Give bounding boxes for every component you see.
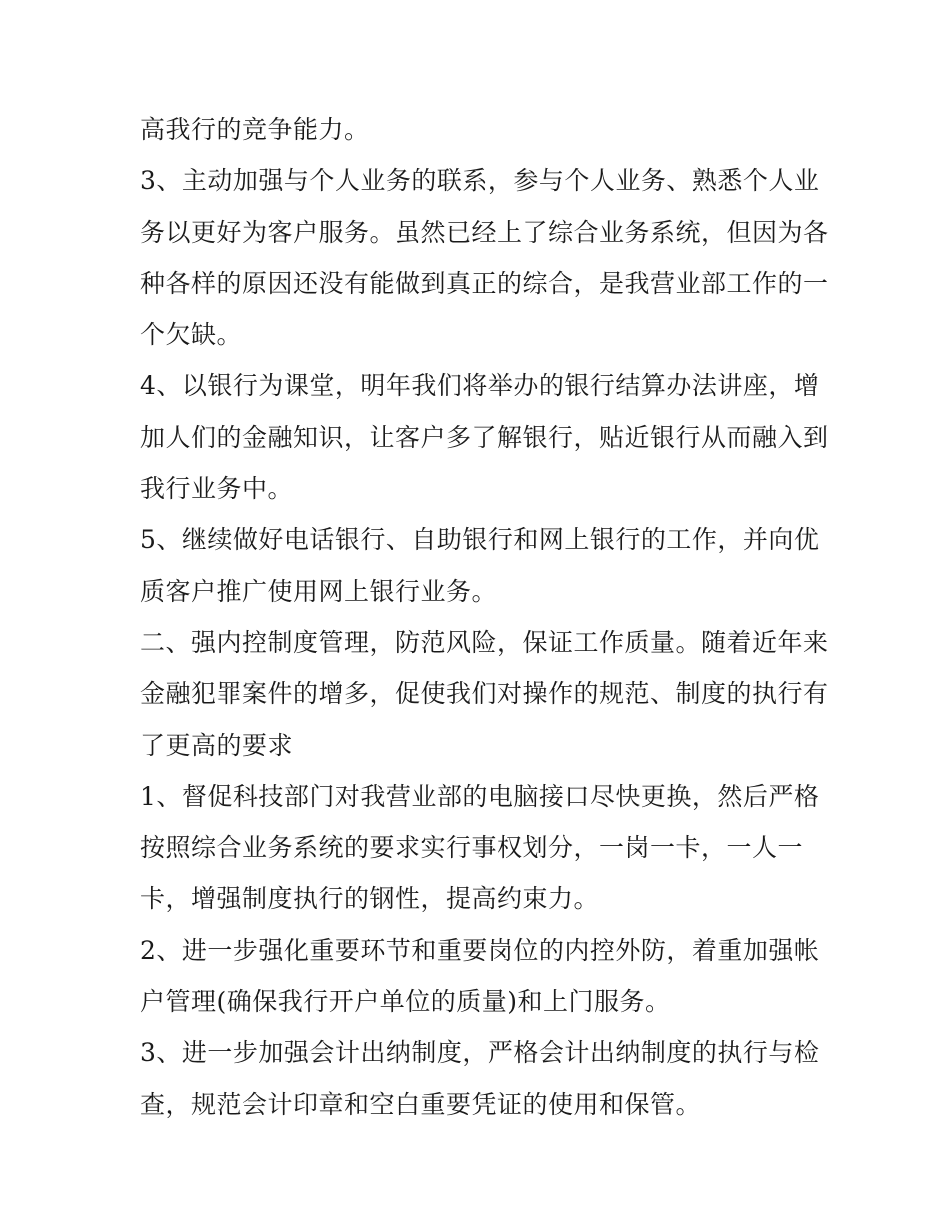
text-line: 2、进一步强化重要环节和重要岗位的内控外防，着重加强帐 — [140, 935, 820, 965]
text-line: 按照综合业务系统的要求实行事权划分，一岗一卡，一人一 — [140, 833, 804, 863]
text-line: 3、主动加强与个人业务的联系，参与个人业务、熟悉个人业 — [140, 166, 820, 196]
text-line: 质客户推广使用网上银行业务。 — [140, 576, 498, 606]
text-line: 务以更好为客户服务。虽然已经上了综合业务系统，但因为各 — [140, 217, 829, 247]
text-line: 个欠缺。 — [140, 320, 243, 350]
text-line: 5、继续做好电话银行、自助银行和网上银行的工作，并向优 — [140, 525, 820, 555]
text-line: 金融犯罪案件的增多，促使我们对操作的规范、制度的执行有 — [140, 679, 829, 709]
text-line: 卡，增强制度执行的钢性，提高约束力。 — [140, 884, 600, 914]
text-line: 我行业务中。 — [140, 474, 294, 504]
text-line: 了更高的要求 — [140, 730, 294, 760]
text-line: 4、以银行为课堂，明年我们将举办的银行结算办法讲座，增 — [140, 371, 820, 401]
text-line: 加人们的金融知识，让客户多了解银行，贴近银行从而融入到 — [140, 422, 829, 452]
text-line: 户管理(确保我行开户单位的质量)和上门服务。 — [140, 987, 671, 1017]
document-body — [140, 104, 829, 1130]
text-line: 3、进一步加强会计出纳制度，严格会计出纳制度的执行与检 — [140, 1038, 820, 1068]
text-line: 1、督促科技部门对我营业部的电脑接口尽快更换，然后严格 — [140, 781, 820, 811]
text-line: 高我行的竞争能力。 — [140, 115, 370, 144]
text-line: 二、强内控制度管理，防范风险，保证工作质量。随着近年来 — [140, 627, 829, 657]
text-line: 种各样的原因还没有能做到真正的综合，是我营业部工作的一 — [140, 268, 829, 298]
text-line: 查，规范会计印章和空白重要凭证的使用和保管。 — [140, 1089, 702, 1119]
